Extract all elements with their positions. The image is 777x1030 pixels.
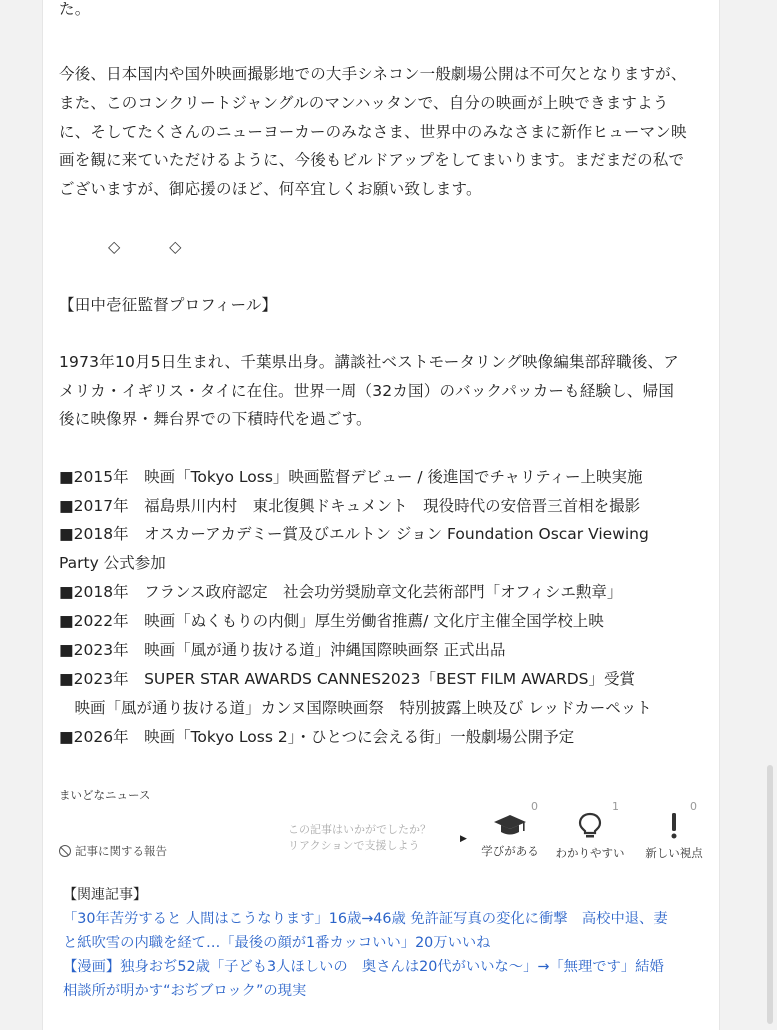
paragraph-end: た。 xyxy=(59,0,91,18)
related-link[interactable]: と紙吹雪の内職を経て…「最後の顔が1番カッコいい」20万いいね xyxy=(63,935,491,951)
reaction-newview-button[interactable] xyxy=(639,800,709,861)
career-item: ■2023年 映画「風が通り抜ける道」沖縄国際映画祭 正式出品 xyxy=(59,641,506,659)
profile-heading: 【田中壱征監督プロフィール】 xyxy=(59,296,278,314)
paragraph-line: ございますが、御応援のほど、何卒宜しくお願い致します。 xyxy=(59,180,482,198)
lightbulb-icon xyxy=(577,812,603,840)
paragraph-line: 画を観に来ていただけるように、今後もビルドアップをしてまいります。まだまだの私で xyxy=(59,151,685,169)
career-item: 映画「風が通り抜ける道」カンヌ国際映画祭 特別披露上映及び レッドカーペット xyxy=(59,699,652,717)
paragraph-line: 今後、日本国内や国外映画撮影地での大手シネコン一般劇場公開は不可欠となりますが、 xyxy=(59,65,687,83)
graduation-cap-icon xyxy=(493,812,527,838)
paragraph-line: に、そしてたくさんのニューヨーカーのみなさま、世界中のみなさまに新作ヒューマン映 xyxy=(59,123,687,141)
bio-line: メリカ・イギリス・タイに在住。世界一周（32カ国）のバックパッカーも経験し、帰国 xyxy=(59,382,675,400)
related-link[interactable]: 相談所が明かす“おぢブロック”の現実 xyxy=(63,983,307,999)
reaction-count: 0 xyxy=(690,800,697,813)
report-link[interactable] xyxy=(59,843,167,859)
career-item: ■2018年 フランス政府認定 社会功労奨励章文化芸術部門「オフィシエ勲章」 xyxy=(59,583,623,601)
reaction-prompt-line2: リアクションで支援しよう xyxy=(288,839,420,852)
reaction-label: わかりやすい xyxy=(555,846,625,860)
career-item: ■2022年 映画「ぬくもりの内側」厚生労働省推薦/ 文化庁主催全国学校上映 xyxy=(59,612,604,630)
reaction-count: 1 xyxy=(612,800,619,813)
article-card xyxy=(42,0,720,1030)
bio-line: 後に映像界・舞台界での下積時代を過ごす。 xyxy=(59,410,372,428)
reaction-prompt xyxy=(288,822,431,854)
career-item: ■2026年 映画「Tokyo Loss 2」・ひとつに会える街」一般劇場公開予定 xyxy=(59,728,575,746)
reaction-learn-button[interactable] xyxy=(475,800,545,859)
career-item: ■2015年 映画「Tokyo Loss」映画監督デビュー / 後進国でチャリティー上映実施 xyxy=(59,468,643,486)
section-separator: ◇ ◇ xyxy=(108,237,182,256)
reaction-prompt-line1: この記事はいかがでしたか？ xyxy=(288,823,431,836)
paragraph-line: また、このコンクリートジャングルのマンハッタンで、自分の映画が上映できますよう xyxy=(59,94,669,112)
bio-line: 1973年10月5日生まれ、千葉県出身。講談社ベストモータリング映像編集部辞職後、ア xyxy=(59,353,679,371)
career-item: ■2023年 SUPER STAR AWARDS CANNES2023「BEST FILM AWARDS」受賞 xyxy=(59,670,635,688)
caret-right-icon: ▶ xyxy=(460,834,467,844)
reaction-label: 新しい視点 xyxy=(645,846,703,860)
career-item: ■2017年 福島県川内村 東北復興ドキュメント 現役時代の安倍晋三首相を撮影 xyxy=(59,497,641,515)
report-label: 記事に関する報告 xyxy=(75,844,167,858)
source-name: まいどなニュース xyxy=(59,788,151,802)
related-link[interactable]: 「30年苦労すると 人間はこうなります」16歳→46歳 免許証写真の変化に衝撃 高校中退、妻 xyxy=(63,911,668,927)
career-item: ■2018年 オスカーアカデミー賞及びエルトン ジョン Foundation Oscar Viewing xyxy=(59,525,649,543)
career-item: Party 公式参加 xyxy=(59,554,166,572)
reaction-clear-button[interactable] xyxy=(550,800,630,861)
scrollbar-thumb[interactable] xyxy=(767,765,773,1024)
exclamation-icon xyxy=(664,812,684,840)
reaction-count: 0 xyxy=(531,800,538,813)
related-link[interactable]: 【漫画】独身おぢ52歳「子ども3人ほしいの 奥さんは20代がいいな〜」→「無理です」結婚 xyxy=(63,959,664,975)
ban-icon xyxy=(59,845,71,857)
related-heading: 【関連記事】 xyxy=(63,887,147,903)
reaction-label: 学びがある xyxy=(481,844,539,858)
